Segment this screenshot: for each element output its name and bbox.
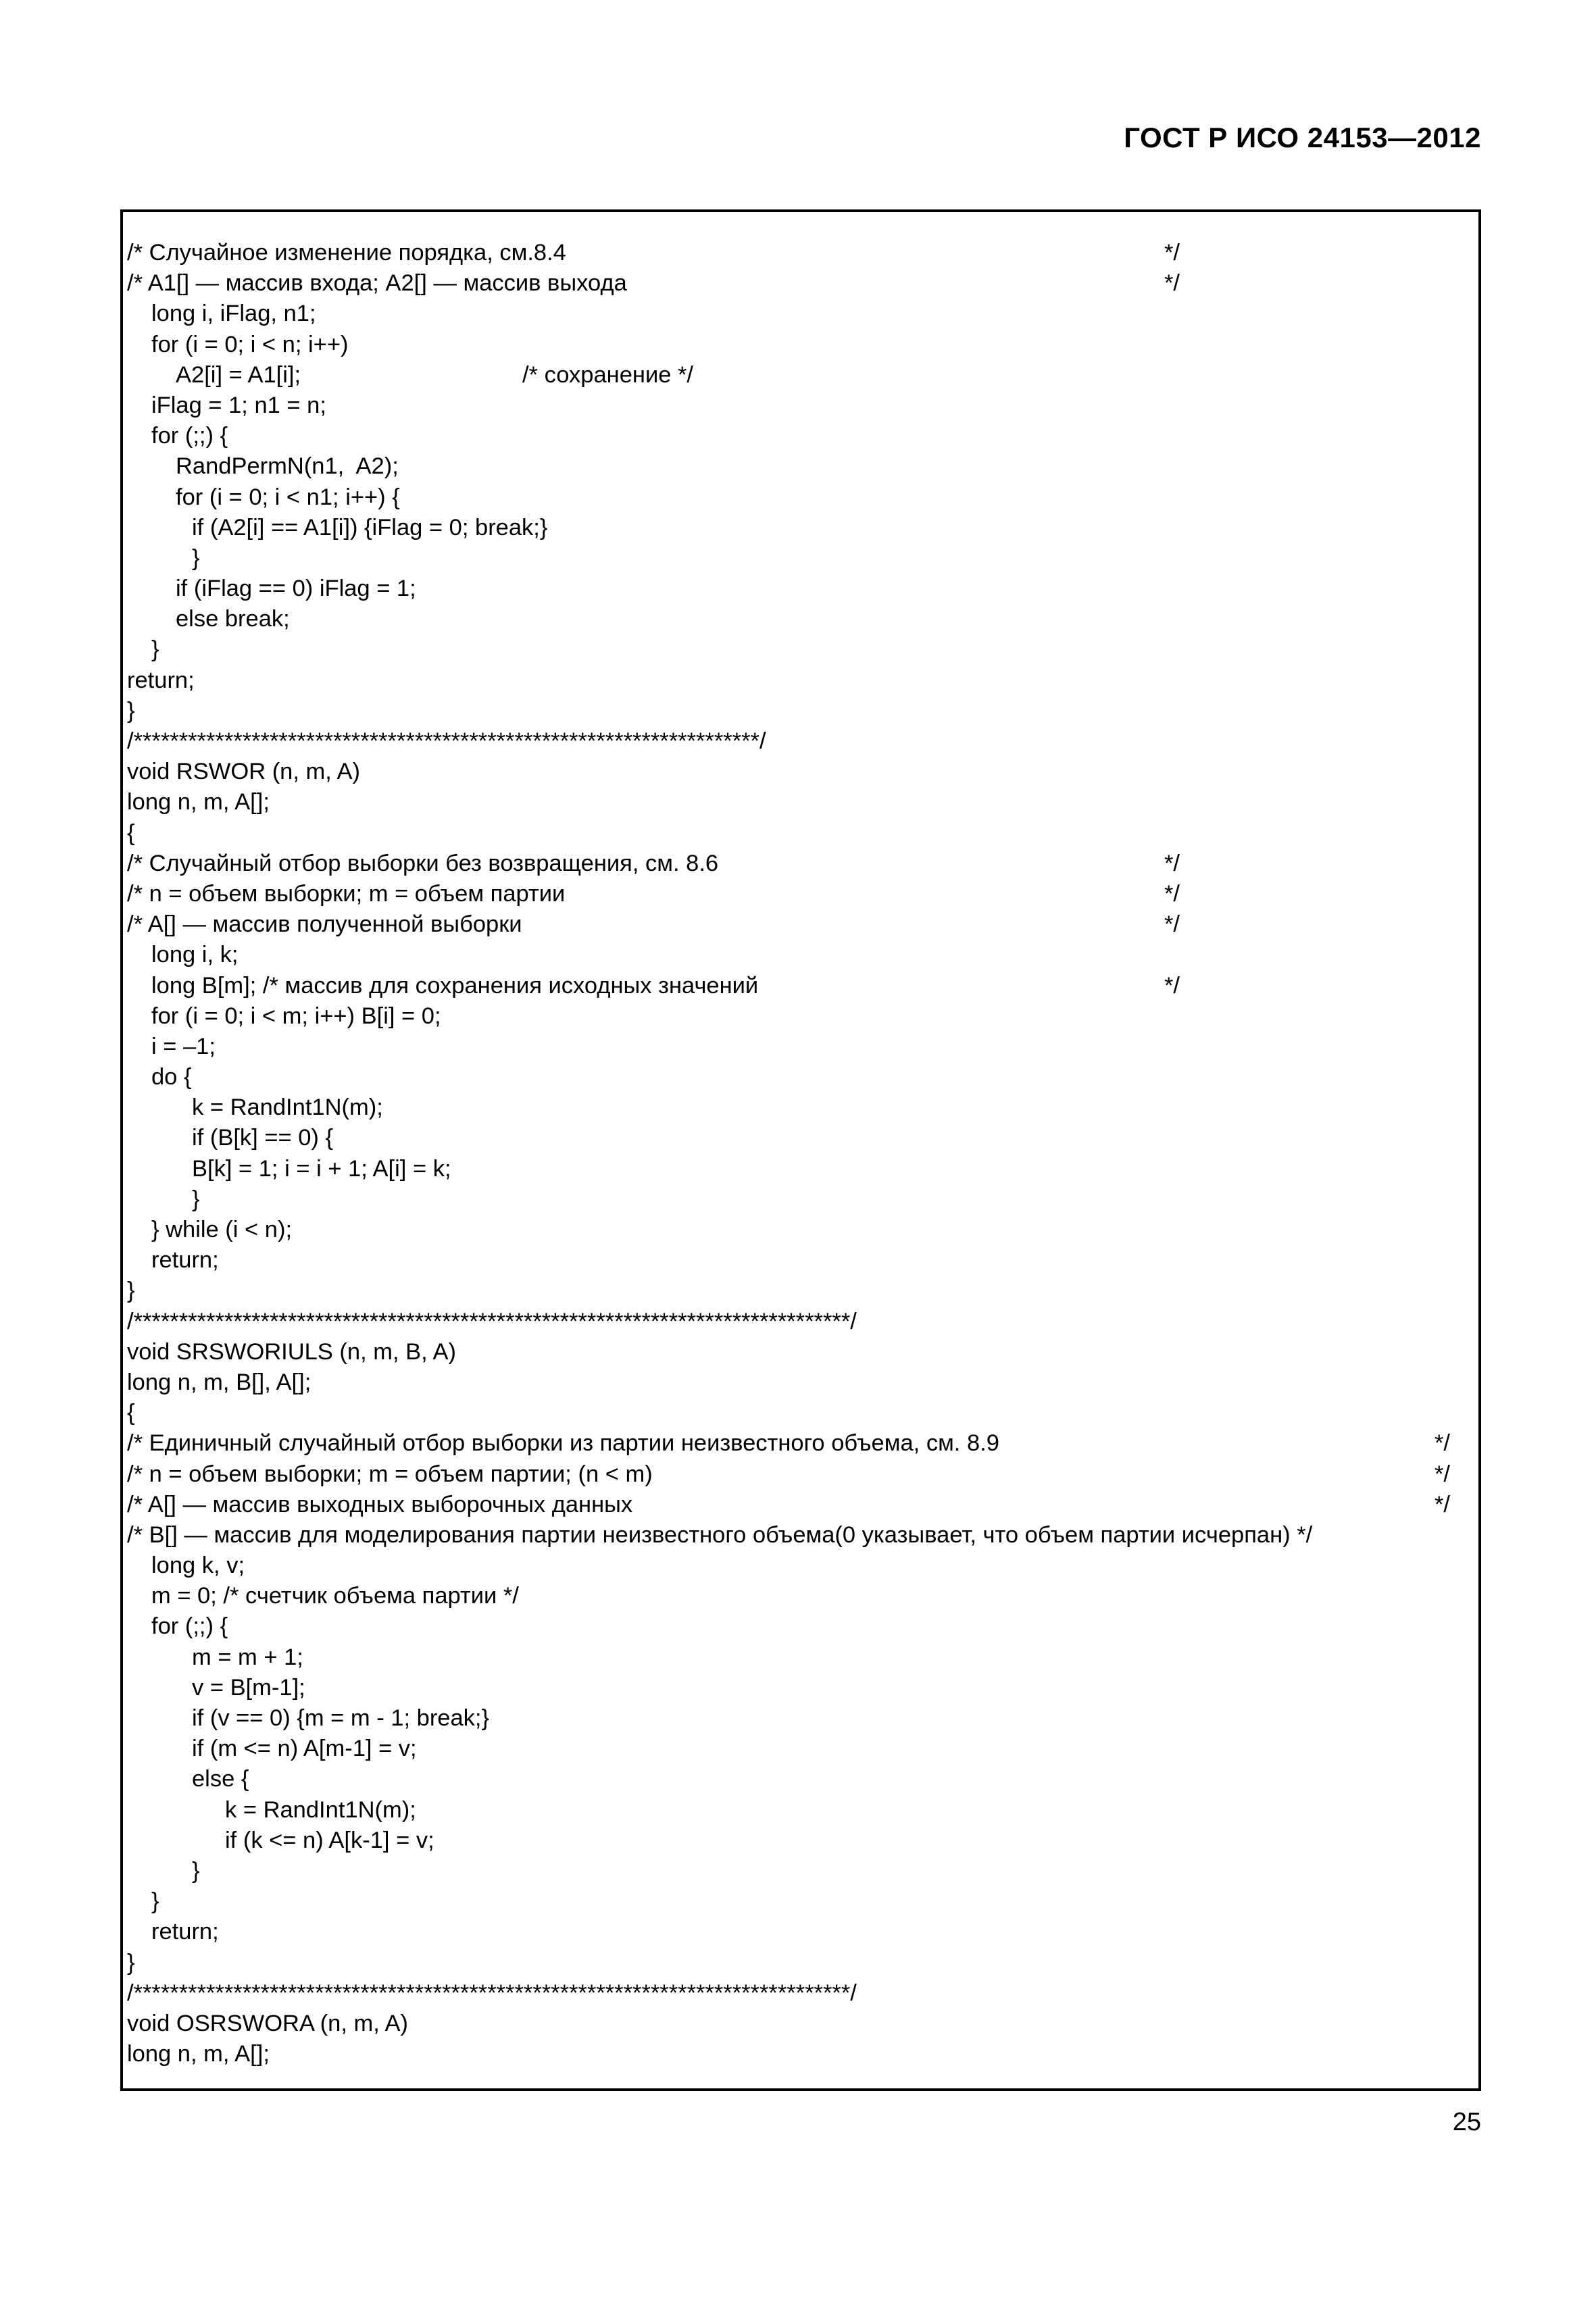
code-line [127,787,1478,818]
code-text: /* Единичный случайный отбор выборки из партии неизвестного объема, см. 8.9 [127,1430,999,1457]
code-text: k = RandInt1N(m); [225,1796,416,1823]
code-line [127,513,1478,543]
code-line [127,1734,1478,1764]
code-text: } [127,1278,135,1304]
code-text: long n, m, B[], A[]; [127,1369,311,1395]
code-line [127,1826,1478,1856]
code-line [127,665,1478,696]
code-text: return; [151,1919,219,1945]
code-text: /* A[] — массив полученной выборки [127,911,522,938]
code-line [127,909,1478,940]
code-line [127,1245,1478,1276]
code-text: } [192,1186,200,1212]
code-line [127,1490,1478,1520]
code-text: /* A1[] — массив входа; A2[] — массив выхода [127,270,627,297]
code-text: void OSRSWORA (n, m, A) [127,2010,409,2036]
code-text: long n, m, A[]; [127,2041,270,2067]
code-text: /*******************************************************************************/ [127,1308,857,1334]
code-text: void RSWOR (n, m, A) [127,759,361,785]
code-line [127,818,1478,849]
code-line [127,1551,1478,1581]
code-line [127,2039,1478,2069]
document-header: ГОСТ Р ИСО 24153—2012 [1124,122,1481,153]
code-comment: */ [1435,1461,1451,1487]
code-line [127,1367,1478,1398]
code-line [127,451,1478,482]
code-line [127,696,1478,726]
code-text: long i, iFlag, n1; [151,301,316,327]
code-text: if (k <= n) A[k-1] = v; [225,1827,434,1853]
code-text: /* Случайное изменение порядка, см.8.4 [127,240,566,266]
code-line [127,574,1478,604]
code-line [127,268,1478,299]
code-text: /* Случайный отбор выборки без возвращения, см. 8.6 [127,850,719,876]
code-line [127,1184,1478,1215]
code-text: for (i = 0; i < n; i++) [151,331,349,357]
code-line [127,1276,1478,1306]
code-line [127,1703,1478,1734]
code-text: RandPermN(n1, A2); [176,453,399,480]
code-comment: */ [1164,911,1180,938]
code-line [127,1886,1478,1917]
code-line [127,482,1478,513]
code-text: { [127,1400,135,1426]
code-line [127,1642,1478,1673]
code-comment: */ [1435,1430,1451,1457]
code-text: } [151,1888,159,1915]
code-text: /* n = объем выборки; m = объем партии [127,880,566,907]
code-text: /* n = объем выборки; m = объем партии; (n < m) [127,1461,653,1487]
code-text: if (v == 0) {m = m - 1; break;} [192,1705,490,1731]
code-line [127,1123,1478,1153]
code-line [127,1581,1478,1611]
code-comment: /* сохранение */ [522,361,694,388]
code-text: if (m <= n) A[m-1] = v; [192,1736,417,1762]
code-comment: */ [1164,240,1180,266]
code-line [127,391,1478,421]
code-line [127,2009,1478,2039]
code-text: for (;;) { [151,1613,228,1640]
code-text: long B[m]; /* массив для сохранения исходных значений [151,972,759,999]
code-text: long n, m, A[]; [127,789,270,815]
code-text: } [192,545,200,571]
code-line [127,971,1478,1001]
code-line [127,940,1478,970]
code-line [127,299,1478,329]
code-text: /*******************************************************************************/ [127,1980,857,2006]
code-line [127,634,1478,665]
code-text: return; [151,1247,219,1274]
code-line [127,1459,1478,1490]
code-line [127,1795,1478,1826]
code-text: } while (i < n); [151,1217,293,1242]
code-text: m = 0; /* счетчик объема партии */ [151,1583,519,1609]
code-text: /* A[] — массив выходных выборочных данных [127,1491,633,1517]
code-text: B[k] = 1; i = i + 1; A[i] = k; [192,1155,451,1182]
code-line [127,1917,1478,1947]
code-line [127,1428,1478,1459]
code-text: long i, k; [151,942,239,968]
code-listing-frame [120,209,1481,2091]
code-line [127,726,1478,757]
code-text: /* B[] — массив для моделирования партии неизвестного объема(0 указывает, что объем партии исчерпан) */ [127,1521,1313,1548]
code-line [127,1398,1478,1428]
code-listing [127,238,1478,2069]
code-line [127,879,1478,909]
code-line [127,330,1478,360]
code-line [127,1764,1478,1794]
code-text: } [127,697,135,724]
code-line [127,360,1478,391]
code-text: A2[i] = A1[i]; [176,361,301,388]
code-text: } [127,1949,135,1976]
code-text: if (A2[i] == A1[i]) {iFlag = 0; break;} [192,514,548,540]
code-comment: */ [1164,270,1180,297]
code-text: for (i = 0; i < m; i++) B[i] = 0; [151,1003,441,1029]
code-line [127,1520,1478,1551]
code-text: else break; [176,606,290,632]
code-text: for (;;) { [151,423,228,449]
code-line [127,1611,1478,1642]
code-text: /*********************************************************************/ [127,728,766,754]
code-text: else { [192,1766,249,1792]
code-comment: */ [1164,972,1180,999]
code-line [127,1673,1478,1703]
code-line [127,421,1478,451]
code-text: return; [127,667,195,693]
code-text: m = m + 1; [192,1644,303,1670]
code-text: { [127,820,135,846]
code-text: k = RandInt1N(m); [192,1095,383,1121]
code-line [127,238,1478,268]
code-comment: */ [1164,880,1180,907]
code-line [127,849,1478,879]
code-comment: */ [1164,850,1180,876]
code-text: if (iFlag == 0) iFlag = 1; [176,576,416,602]
code-text: i = –1; [151,1033,216,1059]
code-comment: */ [1435,1491,1451,1517]
code-text: v = B[m-1]; [192,1674,305,1701]
code-line [127,1032,1478,1062]
code-text: iFlag = 1; n1 = n; [151,392,326,418]
code-line [127,1307,1478,1337]
page-number: 25 [1452,2108,1481,2136]
code-line [127,1092,1478,1123]
code-text: for (i = 0; i < n1; i++) { [176,484,400,510]
code-text: if (B[k] == 0) { [192,1125,334,1151]
code-line [127,1001,1478,1032]
code-line [127,1062,1478,1092]
code-line [127,1215,1478,1245]
code-line [127,1154,1478,1184]
code-line [127,1337,1478,1367]
code-text: do { [151,1064,192,1090]
code-text: long k, v; [151,1553,245,1579]
code-text: } [192,1857,200,1884]
code-line [127,543,1478,574]
code-text: } [151,636,159,663]
code-text: void SRSWORIULS (n, m, B, A) [127,1338,456,1365]
code-line [127,1856,1478,1886]
code-line [127,1978,1478,2009]
code-line [127,1948,1478,1978]
code-line [127,604,1478,634]
code-line [127,757,1478,787]
